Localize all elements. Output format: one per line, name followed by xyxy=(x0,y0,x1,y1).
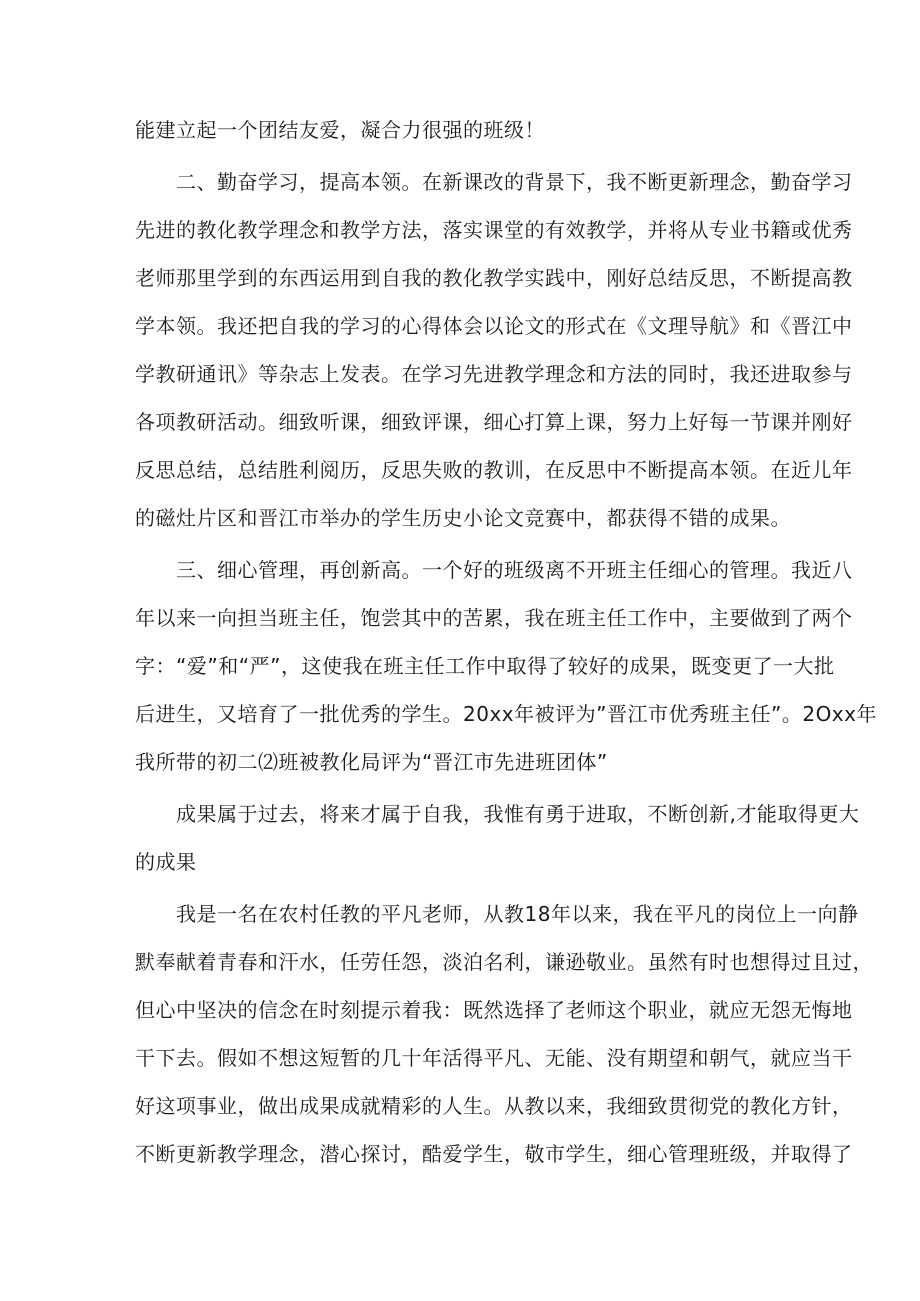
text-line: 学教研通讯》等杂志上发表。在学习先进教学理念和方法的同时，我还进取参与 xyxy=(135,362,853,386)
text-line: 干下去。假如不想这短暂的几十年活得平凡、无能、没有期望和朝气，就应当干 xyxy=(135,1046,853,1070)
text-line: 先进的教化教学理念和教学方法，落实课堂的有效教学，并将从专业书籍或优秀 xyxy=(135,218,853,242)
text-line: 后进生，又培育了一批优秀的学生。20xx年被评为”晋江市优秀班主任”。2Oxx年 xyxy=(135,702,877,726)
text-line: 成果属于过去，将来才属于自我，我惟有勇于进取，不断创新,才能取得更大 xyxy=(176,802,860,826)
text-line: 各项教研活动。细致听课，细致评课，细心打算上课，努力上好每一节课并刚好 xyxy=(135,410,853,434)
text-line: 我所带的初二⑵班被教化局评为“晋江市先进班团体” xyxy=(135,750,608,774)
text-line: 二、勤奋学习，提高本领。在新课改的背景下，我不断更新理念，勤奋学习 xyxy=(176,170,853,194)
text-line: 能建立起一个团结友爱，凝合力很强的班级！ xyxy=(135,118,545,142)
text-line: 三、细心管理，再创新高。一个好的班级离不开班主任细心的管理。我近八 xyxy=(176,558,853,582)
text-line: 学本领。我还把自我的学习的心得体会以论文的形式在《文理导航》和《晋江中 xyxy=(135,314,853,338)
text-line: 字：“爱”和“严”，这使我在班主任工作中取得了较好的成果，既变更了一大批 xyxy=(135,654,835,678)
text-line: 的成果 xyxy=(135,850,197,874)
text-line: 年以来一向担当班主任，饱尝其中的苦累，我在班主任工作中，主要做到了两个 xyxy=(135,606,853,630)
text-line: 的磁灶片区和晋江市举办的学生历史小论文竞赛中，都获得不错的成果。 xyxy=(135,506,791,530)
text-line: 反思总结，总结胜利阅历，反思失败的教训，在反思中不断提高本领。在近儿年 xyxy=(135,458,853,482)
text-line: 不断更新教学理念，潜心探讨，酷爱学生，敬市学生，细心管理班级，并取得了 xyxy=(135,1142,853,1166)
text-line: 好这项事业，做出成果成就精彩的人生。从教以来，我细致贯彻党的教化方针， xyxy=(135,1094,853,1118)
text-line: 我是一名在农村任教的平凡老师，从教18年以来，我在平凡的岗位上一向静 xyxy=(176,902,859,926)
text-line: 但心中坚决的信念在时刻提示着我：既然选择了老师这个职业，就应无怨无悔地 xyxy=(135,998,853,1022)
text-line: 默奉献着青春和汗水，任劳任怨，淡泊名利，谦逊敬业。虽然有时也想得过且过， xyxy=(135,950,873,974)
text-line: 老师那里学到的东西运用到自我的教化教学实践中，刚好总结反思，不断提高教 xyxy=(135,266,853,290)
